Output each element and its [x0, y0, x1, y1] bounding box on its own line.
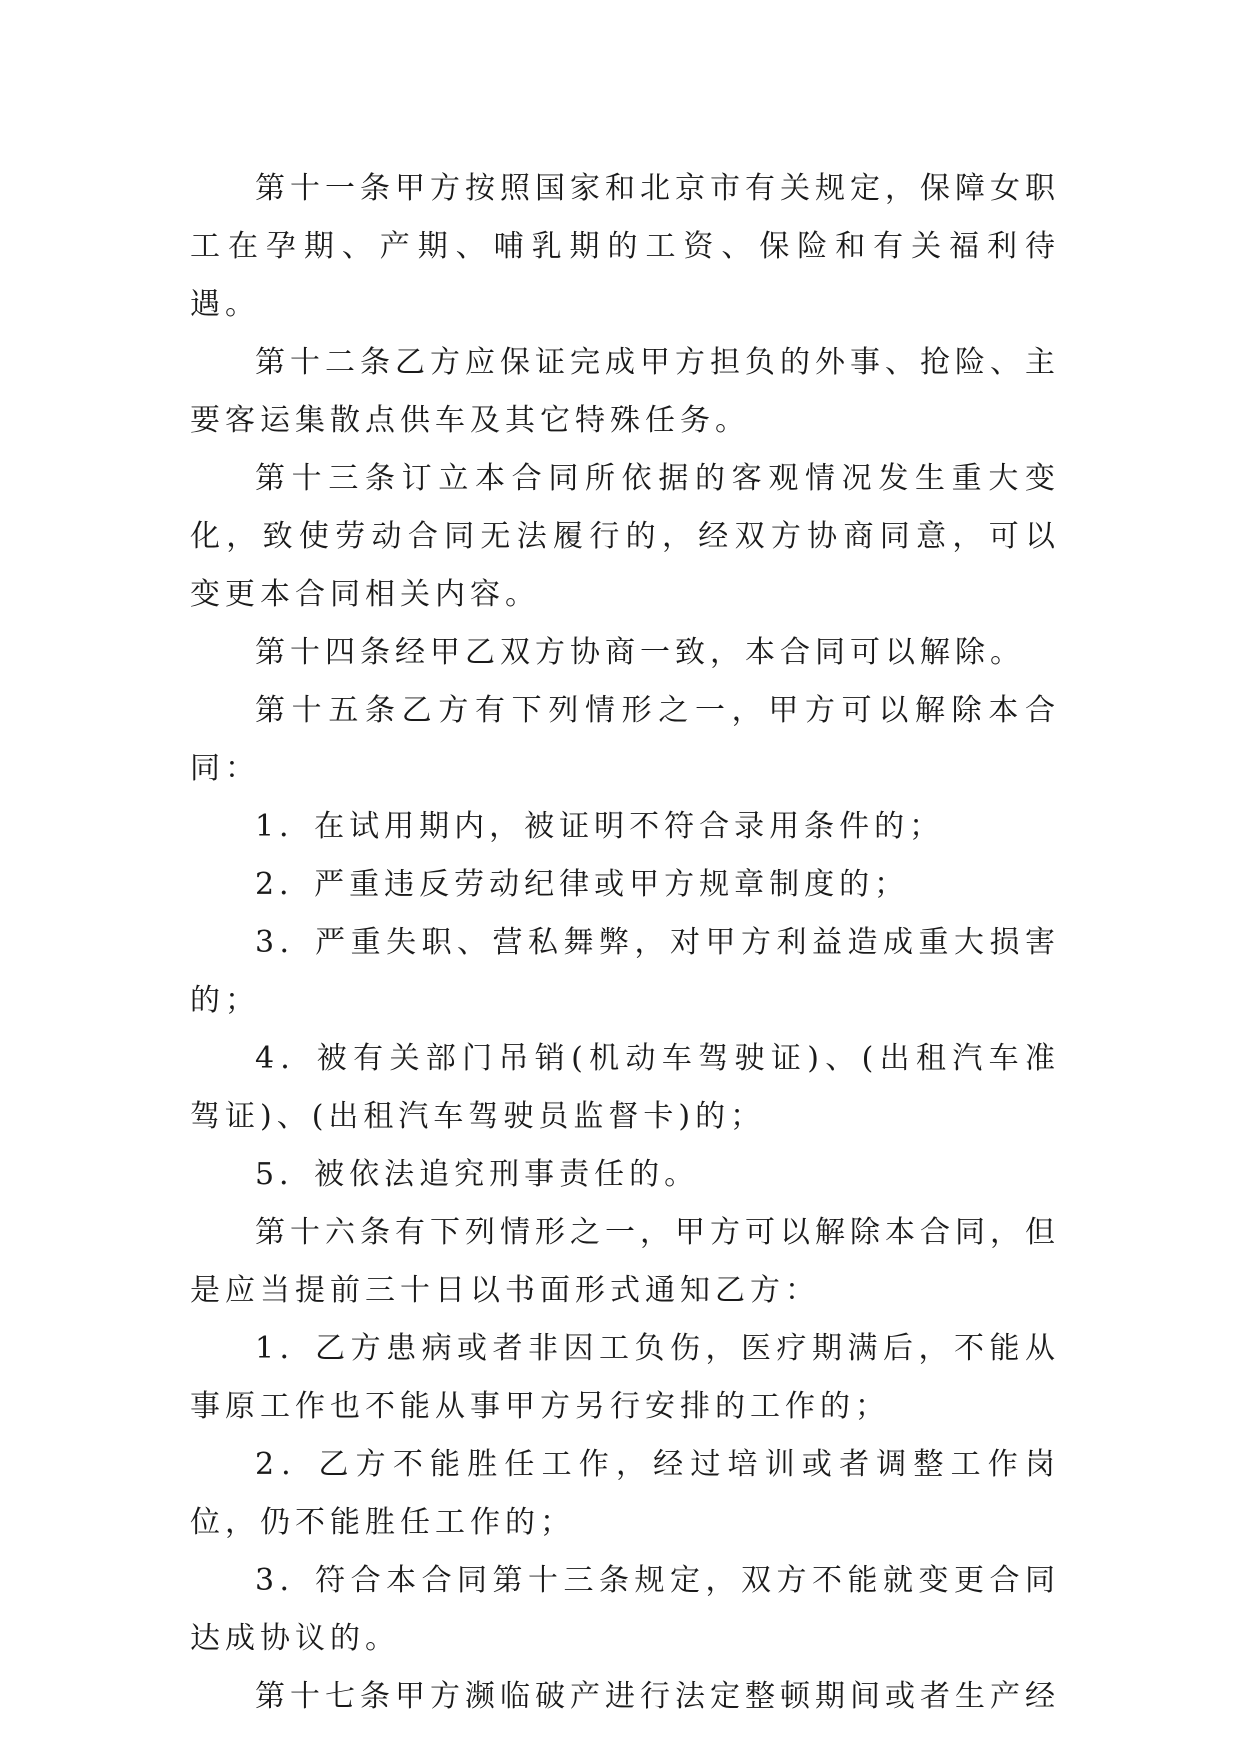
paragraph-article-15: 第十五条乙方有下列情形之一，甲方可以解除本合同：	[190, 693, 1060, 786]
paragraph-article-16-item-1: 1．乙方患病或者非因工负伤，医疗期满后，不能从事原工作也不能从事甲方另行安排的工作的；	[190, 1331, 1060, 1424]
paragraph-article-16-item-2: 2．乙方不能胜任工作，经过培训或者调整工作岗位，仍不能胜任工作的；	[190, 1447, 1060, 1540]
document-body	[190, 160, 1060, 1726]
paragraph-article-15-item-1: 1．在试用期内，被证明不符合录用条件的；	[255, 809, 945, 844]
paragraph-article-14: 第十四条经甲乙双方协商一致，本合同可以解除。	[255, 635, 1025, 670]
paragraph-article-11: 第十一条甲方按照国家和北京市有关规定，保障女职工在孕期、产期、哺乳期的工资、保险和有关福利待遇。	[190, 171, 1060, 322]
paragraph-article-17: 第十七条甲方濒临破产进行法定整顿期间或者生产经	[255, 1679, 1060, 1714]
paragraph-article-15-item-5: 5．被依法追究刑事责任的。	[255, 1157, 700, 1192]
paragraph-article-15-item-2: 2．严重违反劳动纪律或甲方规章制度的；	[255, 867, 910, 902]
paragraph-article-16-item-3: 3．符合本合同第十三条规定，双方不能就变更合同达成协议的。	[190, 1563, 1060, 1656]
paragraph-article-16: 第十六条有下列情形之一，甲方可以解除本合同，但是应当提前三十日以书面形式通知乙方：	[190, 1215, 1060, 1308]
paragraph-article-15-item-4: 4．被有关部门吊销(机动车驾驶证)、(出租汽车准驾证)、(出租汽车驾驶员监督卡)的；	[190, 1041, 1060, 1134]
paragraph-article-12: 第十二条乙方应保证完成甲方担负的外事、抢险、主要客运集散点供车及其它特殊任务。	[190, 345, 1060, 438]
paragraph-article-15-item-3: 3．严重失职、营私舞弊，对甲方利益造成重大损害的；	[190, 925, 1060, 1018]
paragraph-article-13: 第十三条订立本合同所依据的客观情况发生重大变化，致使劳动合同无法履行的，经双方协商同意，可以变更本合同相关内容。	[190, 461, 1060, 612]
